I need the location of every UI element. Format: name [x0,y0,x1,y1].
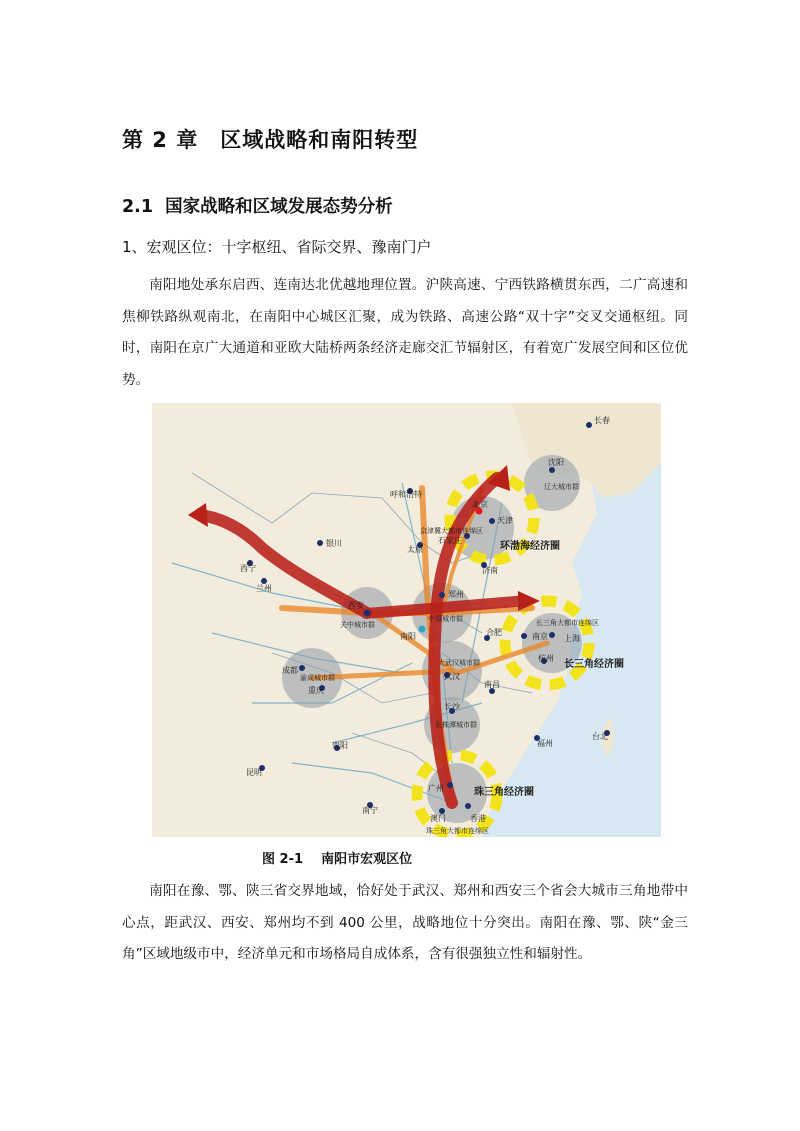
paragraph-golden-triangle: 南阳在豫、鄂、陕三省交界地域，恰好处于武汉、郑州和西安三个省会大城市三角地带中心点，距武汉、西安、郑州均不到 400 公里，战略地位十分突出。南阳在豫、鄂、陕“金三角”区域地级市中，经济单元和市场格局自成体系，含有很强独立性和辐射性。 [122,883,688,962]
label-liaoda: 辽大城市群 [544,483,579,491]
label-changzhutan: 长株潭城市群 [435,721,477,729]
label-chongqing: 重庆 [308,686,324,695]
label-guanzhong: 关中城市群 [340,621,375,629]
label-shenyang: 沈阳 [548,458,564,467]
label-zhengzhou: 郑州 [448,590,464,599]
label-zhongyuan: 中原城市群 [428,615,463,623]
label-changsanjiao-lianmian: 长三角大都市连绵区 [536,619,599,627]
paragraph-location: 南阳地处承东启西、连南达北优越地理位置。沪陕高速、宁西铁路横贯东西，二广高速和焦柳铁路纵观南北，在南阳中心城区汇聚，成为铁路、高速公路“双十字”交叉交通枢纽。同时，南阳在京广大通道和亚欧大陆桥两条经济走廊交汇节辐射区，有着宽广发展空间和区位优势。 [122,277,688,388]
label-jingjinji: 京津冀大都市连绵区 [420,527,483,535]
label-nanchang: 南昌 [484,680,500,689]
label-hangzhou: 杭州 [538,654,554,663]
label-hefei: 合肥 [486,628,502,637]
label-aomen: 澳门 [430,814,446,823]
label-xining: 西宁 [240,564,256,573]
label-lanzhou: 兰州 [256,584,272,593]
figure-caption: 图 2-1 南阳市宏观区位 [262,852,413,867]
label-chengdu: 成都 [282,666,298,675]
label-jinan: 济南 [482,566,498,575]
label-shijiazhuang: 石家庄 [438,536,462,545]
label-nanyang: 南阳 [400,632,416,641]
macro-location-map [152,403,661,837]
label-nanjing: 南京 [532,632,548,641]
label-taiyuan: 太原 [407,545,423,554]
label-shanghai: 上海 [564,634,580,643]
label-chengyu: 渝成城市群 [300,674,335,682]
label-zhusanjiao: 珠三角经济圈 [474,787,534,798]
label-changchun: 长春 [594,416,610,425]
label-xianggang: 香港 [470,814,486,823]
label-nanning: 南宁 [362,806,378,815]
label-beijing: 北京 [472,500,488,509]
label-guiyang: 贵阳 [332,741,348,750]
section-title: 2.1 国家战略和区域发展态势分析 [122,197,393,217]
label-taibei: 台北 [592,732,608,741]
label-yinchuan: 银川 [326,539,342,548]
label-kunming: 昆明 [246,768,262,777]
subsection-title: 1、宏观区位：十字枢纽、省际交界、豫南门户 [122,238,432,256]
label-fuzhou: 福州 [537,739,553,748]
label-guangzhou: 广州 [428,784,444,793]
label-dawuhan: 大武汉城市群 [438,659,480,667]
label-huanbohai: 环渤海经济圈 [500,541,560,552]
chapter-title: 第 2 章 区域战略和南阳转型 [122,128,419,152]
label-wuhan: 武汉 [444,672,460,681]
label-zhusanjiao-lianmian: 珠三角大都市连绵区 [426,827,489,835]
label-changsanjiao: 长三角经济圈 [564,659,624,670]
label-xian: 西安 [348,601,364,610]
label-huhehaote: 呼和浩特 [390,490,422,499]
label-changsha: 长沙 [444,702,460,711]
label-tianjin: 天津 [497,516,513,525]
